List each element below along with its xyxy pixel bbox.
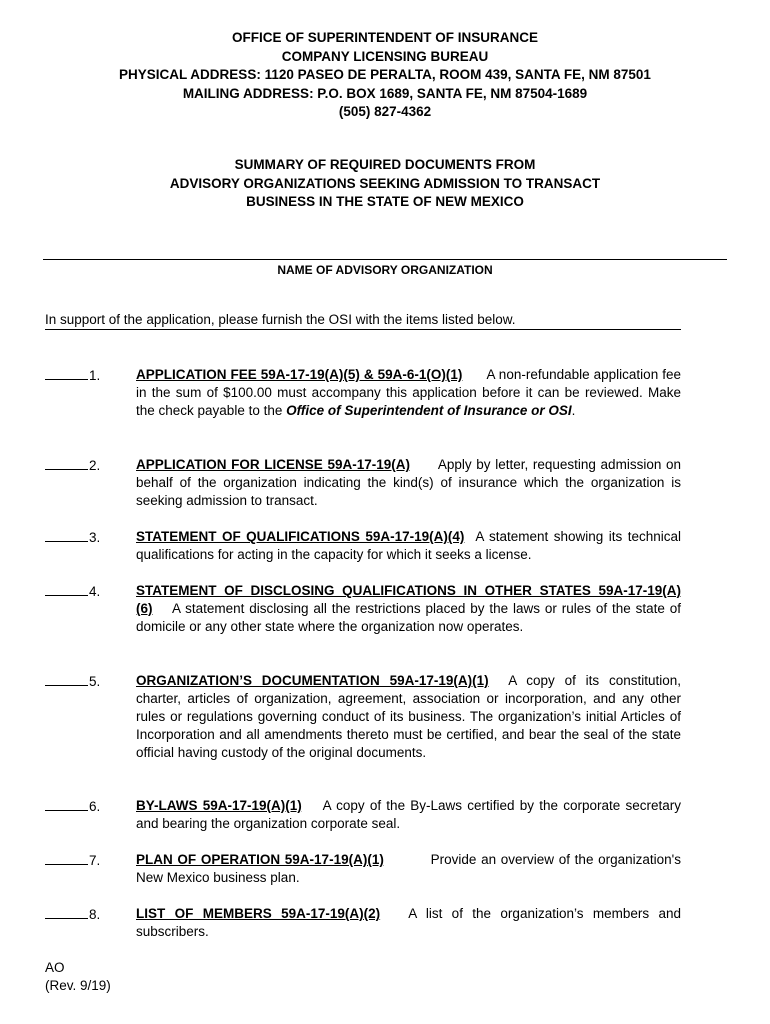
title-line-3: BUSINESS IN THE STATE OF NEW MEXICO — [246, 194, 524, 209]
mailing-address: MAILING ADDRESS: P.O. BOX 1689, SANTA FE, NM 87504-1689 — [182, 85, 588, 101]
checkbox-blank[interactable] — [45, 528, 88, 542]
checkbox-blank[interactable] — [45, 456, 88, 470]
document-header — [0, 29, 770, 122]
physical-address: PHYSICAL ADDRESS: 1120 PASEO DE PERALTA, ROOM 439, SANTA FE, NM 87501 — [119, 67, 651, 82]
organization-name-label: NAME OF ADVISORY ORGANIZATION — [277, 263, 493, 277]
item-number: 8. — [89, 907, 101, 922]
checkbox-blank[interactable] — [45, 905, 88, 919]
bureau-name: COMPANY LICENSING BUREAU — [281, 48, 489, 64]
payee-name: Office of Superintendent of Insurance or OSI — [286, 403, 572, 418]
checkbox-blank[interactable] — [45, 366, 88, 380]
item-body: A statement disclosing all the restrictions placed by the laws or rules of the state of domicile or any other state where the organization now operates. — [136, 601, 681, 634]
item-heading: BY-LAWS 59A-17-19(A)(1) — [136, 798, 302, 813]
form-code: AO — [45, 960, 65, 975]
item-number: 3. — [89, 530, 101, 545]
item-body: A copy of the By-Laws certified by the corporate secretary and bearing the organization corporate seal. — [136, 798, 681, 831]
office-name: OFFICE OF SUPERINTENDENT OF INSURANCE — [231, 30, 538, 45]
item-body: A non-refundable application fee in the sum of $100.00 must accompany this application before it can be reviewed. Make the check payable to the — [136, 367, 681, 418]
item-body: Apply by letter, requesting admission on behalf of the organization indicating the kind(s) of insurance which the organization is seeking admission to transact. — [136, 457, 681, 508]
item-heading: PLAN OF OPERATION 59A-17-19(A)(1) — [136, 852, 384, 867]
item-number: 2. — [89, 458, 101, 473]
item-number: 6. — [89, 799, 101, 814]
checkbox-blank[interactable] — [45, 797, 88, 811]
item-body: A copy of its constitution, charter, articles of organization, agreement, association or incorporation, and any other rules or regulations governing conduct of its business. The organization’s initial Articles of Incorporation and all amendments thereto must be certified, and bear the seal of the state official having custody of the original documents. — [136, 673, 681, 760]
checkbox-blank[interactable] — [45, 672, 88, 686]
form-revision: (Rev. 9/19) — [45, 978, 111, 993]
item-body: A list of the organization’s members and subscribers. — [136, 906, 681, 939]
checkbox-blank[interactable] — [45, 851, 88, 865]
item-number: 5. — [89, 674, 101, 689]
item-heading: STATEMENT OF QUALIFICATIONS 59A-17-19(A)(4) — [136, 529, 465, 544]
title-line-2: ADVISORY ORGANIZATIONS SEEKING ADMISSION TO TRANSACT — [169, 175, 601, 191]
item-heading: STATEMENT OF DISCLOSING QUALIFICATIONS IN OTHER STATES 59A-17-19(A)(6) — [136, 583, 681, 616]
item-number: 7. — [89, 853, 101, 868]
phone-number: (505) 827-4362 — [338, 104, 432, 119]
item-number: 1. — [89, 368, 101, 383]
item-number: 4. — [89, 584, 101, 599]
checkbox-blank[interactable] — [45, 582, 88, 596]
item-body: A statement showing its technical qualifications for acting in the capacity for which it seeks a license. — [136, 529, 681, 562]
item-heading: APPLICATION FEE 59A-17-19(A)(5) & 59A-6-1(O)(1) — [136, 367, 463, 382]
item-heading: APPLICATION FOR LICENSE 59A-17-19(A) — [136, 457, 410, 472]
document-title — [0, 156, 770, 212]
item-heading: LIST OF MEMBERS 59A-17-19(A)(2) — [136, 906, 381, 921]
title-line-1: SUMMARY OF REQUIRED DOCUMENTS FROM — [234, 157, 536, 172]
item-heading: ORGANIZATION’S DOCUMENTATION 59A-17-19(A)(1) — [136, 673, 489, 688]
item-body: Provide an overview of the organization's New Mexico business plan. — [136, 852, 682, 885]
form-footer — [45, 959, 111, 995]
organization-name-field[interactable] — [43, 259, 727, 260]
intro-text: In support of the application, please furnish the OSI with the items listed below. — [45, 312, 681, 330]
